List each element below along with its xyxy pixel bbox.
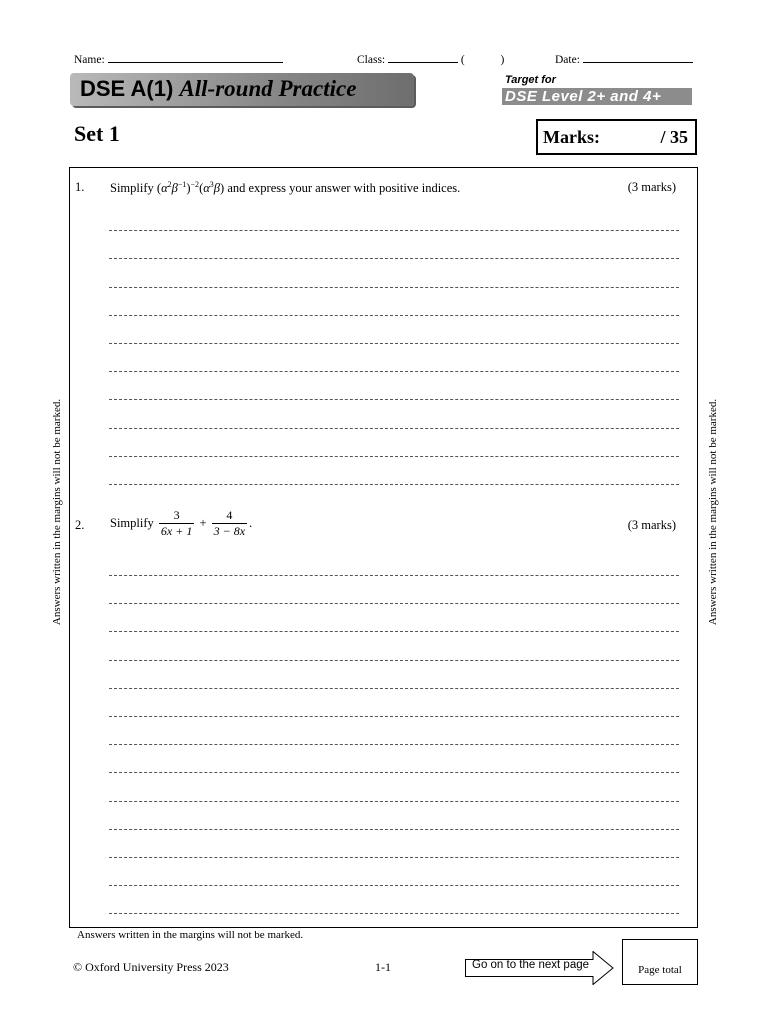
answer-line[interactable] [109,603,679,604]
question-1-prefix: Simplify [110,181,154,196]
page-number: 1-1 [375,960,391,974]
answer-line[interactable] [109,258,679,259]
banner-subtitle: All-round Practice [179,76,357,101]
class-number-close: ) [500,54,505,66]
class-blank[interactable] [388,52,458,63]
question-1-expression: $(\alpha^2\beta^{-1})^{-2}(\alpha^3\beta)$ [156,180,225,196]
answer-frame [69,167,698,928]
date-field[interactable] [555,52,693,66]
answer-line[interactable] [109,456,679,457]
answer-line[interactable] [109,744,679,745]
fraction-2-numerator: 4 [212,508,247,524]
copyright: © Oxford University Press 2023 [73,960,229,974]
answer-line[interactable] [109,688,679,689]
answer-line[interactable] [109,801,679,802]
question-2-operator: + [199,516,207,530]
set-title: Set 1 [74,121,120,146]
class-field[interactable] [357,52,504,66]
question-2-prefix: Simplify [110,516,154,530]
question-1-suffix: and express your answer with positive indices. [227,181,461,196]
question-number-2: 2. [75,518,85,532]
answer-line[interactable] [109,575,679,576]
question-number-1: 1. [75,180,85,194]
date-blank[interactable] [583,52,693,63]
fraction-1-numerator: 3 [159,508,194,524]
answer-line[interactable] [109,716,679,717]
question-text-1 [110,180,460,196]
name-field[interactable] [74,52,283,66]
marks-label: Marks: [543,127,600,147]
banner-title [80,76,356,102]
class-label: Class: [357,54,386,66]
answer-line[interactable] [109,913,679,914]
question-2-end: . [249,516,253,530]
answer-line[interactable] [109,772,679,773]
page-total-box [622,939,698,985]
name-label: Name: [74,54,105,66]
answer-line[interactable] [109,660,679,661]
answer-line[interactable] [109,371,679,372]
answer-line[interactable] [109,230,679,231]
page-total-label: Page total [638,964,682,976]
answer-line[interactable] [109,315,679,316]
answer-line[interactable] [109,829,679,830]
margin-note-right: Answers written in the margins will not be marked. [707,398,719,626]
answer-line[interactable] [109,857,679,858]
marks-total: / 35 [660,127,688,147]
question-text-2 [110,508,252,539]
fraction-1-denominator: 6x + 1 [160,524,193,538]
question-2-fraction-1 [159,508,194,539]
answer-line[interactable] [109,343,679,344]
question-2-fraction-2 [212,508,247,539]
answer-line[interactable] [109,631,679,632]
target-label: Target for [505,74,556,86]
banner-code: DSE A(1) [80,76,174,101]
name-blank[interactable] [108,52,283,63]
margin-note-left: Answers written in the margins will not be marked. [51,398,63,626]
answer-line[interactable] [109,428,679,429]
answer-line[interactable] [109,399,679,400]
answer-line[interactable] [109,484,679,485]
fraction-2-denominator: 3 − 8x [213,524,246,538]
question-marks-1: (3 marks) [627,180,676,194]
class-number-open: ( [460,54,465,66]
next-page-label[interactable]: Go on to the next page [472,959,590,971]
answer-line[interactable] [109,287,679,288]
marks-box [536,119,697,155]
bottom-margin-note: Answers written in the margins will not be marked. [77,929,304,941]
answer-line[interactable] [109,885,679,886]
date-label: Date: [555,54,580,66]
target-level-badge: DSE Level 2+ and 4+ [502,88,692,105]
question-marks-2: (3 marks) [627,518,676,532]
